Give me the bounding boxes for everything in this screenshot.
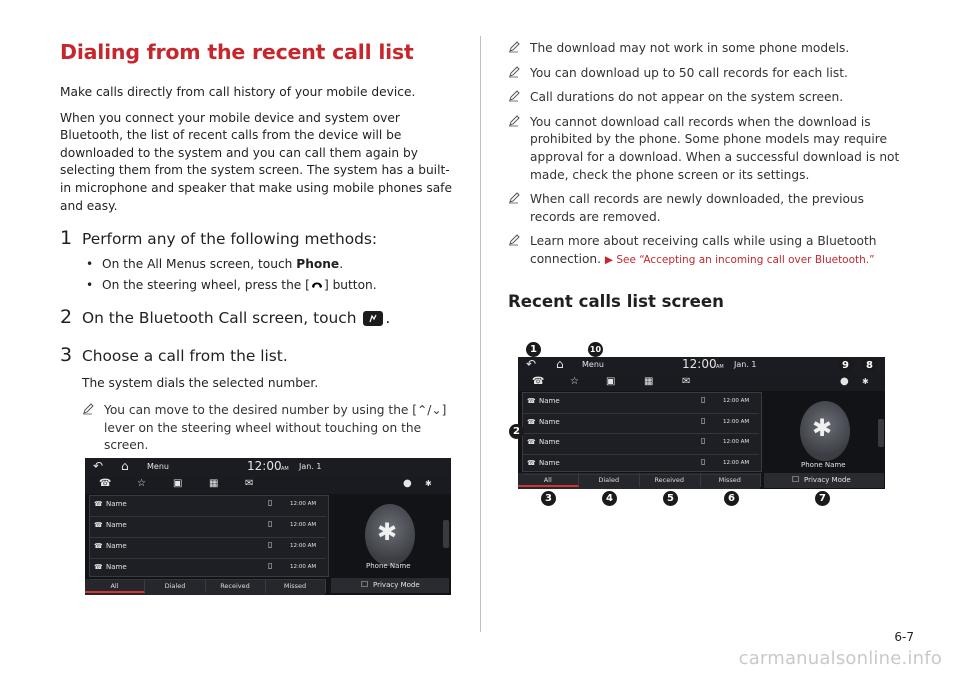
chevron-up-icon: ⌃ [417,403,428,418]
privacy-mode-label: Privacy Mode [804,476,851,484]
phone-device-icon: ▯ [268,561,273,570]
recent-calls-icon [363,311,383,326]
callout-8: 8 [862,358,877,373]
favorites-icon[interactable]: ☆ [570,376,579,387]
notes-list [508,40,900,226]
keypad-icon[interactable]: ▦ [209,478,219,489]
call-time: 12:00 AM [723,398,750,404]
call-type-icon: ☎ [94,521,103,529]
step-1 [60,227,460,249]
clock-ampm: AM [716,364,724,370]
call-time: 12:00 AM [290,543,317,549]
call-list-row[interactable] [523,414,759,435]
contacts-icon[interactable]: ▣ [173,478,183,489]
call-list-row[interactable] [90,559,326,580]
privacy-mode-toggle[interactable] [764,473,884,488]
phone-name: Phone Name [366,562,411,570]
note-pen-icon [508,89,530,107]
callout-9: 9 [838,358,853,373]
note-text: Call durations do not appear on the system screen. [530,90,844,105]
callout-10: 10 [588,342,603,357]
right-column [508,40,900,311]
contact-name: Name [106,500,127,508]
screen-toolbar [518,374,885,391]
microphone-icon[interactable]: ● [403,478,412,489]
contact-name: Name [539,417,560,426]
call-list-row[interactable] [90,538,326,559]
note: Learn more about receiving calls while using a Bluetooth connection. ▶ See “Accepting an incoming call over Bluetooth.” [508,233,900,269]
call-time: 12:00 AM [290,522,317,528]
page-number: 6-7 [894,630,914,644]
phone-name: Phone Name [801,461,846,469]
call-type-icon: ☎ [527,458,536,467]
note [508,191,900,226]
step-3 [60,344,460,366]
step-number: 2 [60,306,73,329]
microphone-icon[interactable]: ● [840,376,849,387]
step-number: 3 [60,344,73,367]
call-time: 12:00 AM [723,439,750,445]
see-reference-link[interactable]: ▶ See “Accepting an incoming call over Bluetooth.” [604,253,875,266]
watermark: carmanualsonline.info [738,648,942,669]
callout-4: 4 [602,491,617,506]
method-item: • On the All Menus screen, touch Phone. [82,257,460,271]
note-pen-icon [508,65,530,83]
tab-received[interactable]: Received [205,579,266,593]
note-pen-icon [82,402,104,455]
note-text: When call records are newly downloaded, the previous records are removed. [530,192,864,224]
date: Jan. 1 [734,360,757,369]
contact-name: Name [106,542,127,550]
phone-device-icon: ▯ [701,456,706,466]
note: You can move to the desired number by using the [⌃/⌄] lever on the steering wheel without touching on the screen. [82,402,460,455]
call-list-row[interactable] [523,455,759,476]
step-text: Choose a call from the list. [82,347,288,366]
contact-name: Name [106,521,127,529]
call-time: 12:00 AM [723,459,750,466]
tab-missed[interactable]: Missed [700,473,762,487]
back-icon[interactable]: ↶ [526,357,537,371]
contact-name: Name [539,458,560,467]
call-type-icon: ☎ [94,500,103,508]
call-type-icon: ☎ [527,417,536,426]
call-type-icon: ☎ [527,397,536,405]
call-time: 12:00 AM [290,564,317,570]
bluetooth-icon: ✱ [377,518,398,546]
intro-paragraph-1: Make calls directly from call history of your mobile device. [60,85,416,99]
callout-3: 3 [541,491,556,506]
note [508,65,900,83]
phone-label: Phone [296,257,340,272]
back-icon[interactable]: ↶ [93,459,104,473]
note-pen-icon [508,191,530,226]
bluetooth-settings-icon[interactable]: ✱ [862,377,869,386]
note [508,40,900,58]
menu-button[interactable]: Menu [147,462,169,471]
tab-all[interactable]: All [85,579,145,593]
screen-top-bar [518,357,885,374]
chevron-down-icon: ⌄ [431,403,442,418]
tab-missed[interactable]: Missed [265,579,326,593]
contacts-icon[interactable]: ▣ [606,376,616,387]
phone-screen-right [518,357,885,489]
tab-dialed[interactable]: Dialed [579,473,641,487]
home-icon[interactable]: ⌂ [121,459,129,473]
left-column [60,40,460,455]
side-panel-handle[interactable] [443,520,449,548]
tab-dialed[interactable]: Dialed [145,579,206,593]
phone-device-icon: ▯ [268,519,273,528]
message-icon[interactable]: ✉ [245,478,254,489]
home-icon[interactable]: ⌂ [556,357,564,371]
phone-device-icon: ▯ [268,540,273,549]
clock: 12:00 [682,357,717,371]
callout-2: 2 [509,424,524,439]
tab-all[interactable]: All [518,473,579,487]
note-pen-icon [508,233,530,269]
checkbox-icon: ☐ [792,475,800,484]
side-panel-handle[interactable] [878,419,884,447]
note [508,89,900,107]
note-text: You cannot download call records when the download is prohibited by the phone. Some phone models may require approval for a download. When a successful download is not made, check the phone screen or its settings. [530,114,900,182]
note-text: You can download up to 50 call records for each list. [530,65,848,80]
page-title: Dialing from the recent call list [60,40,414,64]
contact-name: Name [539,397,560,405]
section-title: Recent calls list screen [508,291,724,311]
date: Jan. 1 [299,462,322,471]
note [508,114,900,184]
step-result: The system dials the selected number. [82,376,319,391]
note-pen-icon [508,114,530,184]
bluetooth-icon: ✱ [812,414,833,442]
screen-toolbar [85,476,451,494]
callout-6: 6 [724,491,739,506]
column-divider [480,36,481,632]
call-list-row[interactable] [523,393,759,414]
callout-7: 7 [815,491,830,506]
phone-device-icon: ▯ [268,498,273,507]
call-list-row[interactable] [523,434,759,455]
clock: 12:00 [247,459,282,473]
call-list-row[interactable] [90,496,326,517]
method-list [82,257,460,292]
step-2: 2 On the Bluetooth Call screen, touch . [60,306,391,329]
privacy-mode-label: Privacy Mode [373,581,420,589]
clock-ampm: AM [281,466,289,472]
privacy-mode-toggle[interactable] [331,578,449,593]
call-type-icon: ☎ [527,438,536,446]
call-type-icon: ☎ [94,563,103,571]
step-number: 1 [60,227,73,250]
call-time: 12:00 AM [723,418,750,425]
phone-device-icon: ▯ [701,395,706,404]
callout-1: 1 [526,342,541,357]
favorites-icon[interactable]: ☆ [137,478,146,489]
message-icon[interactable]: ✉ [682,376,691,387]
call-list-row[interactable] [90,517,326,538]
tab-received[interactable]: Received [639,473,701,487]
contact-name: Name [106,563,127,571]
call-time: 12:00 AM [290,501,317,507]
note-pen-icon [508,40,530,58]
screen-top-bar [85,458,451,476]
menu-button[interactable]: Menu [582,360,604,369]
checkbox-icon: ☐ [361,580,369,589]
bluetooth-settings-icon[interactable]: ✱ [425,479,432,488]
phone-device-icon: ▯ [701,415,706,425]
recent-calls-icon[interactable]: ☎ [99,478,112,489]
phone-screen-left [85,458,451,595]
contact-name: Name [539,438,560,446]
phone-device-icon: ▯ [701,436,706,445]
recent-calls-icon[interactable]: ☎ [532,376,545,387]
phone-call-icon [310,278,324,290]
keypad-icon[interactable]: ▦ [644,376,654,387]
callout-5: 5 [663,491,678,506]
call-type-icon: ☎ [94,542,103,550]
note-text: The download may not work in some phone models. [530,41,850,55]
method-item: • On the steering wheel, press the [ ] button. [82,278,460,292]
intro-paragraph-2: When you connect your mobile device and system over Bluetooth, the list of recent calls from the device will be downloaded to the system and you can call them again by selecting them from the system screen. The system has a built-in microphone and speaker that make using mobile phones safe and easy. [60,110,452,213]
step-text: Perform any of the following methods: [82,230,378,249]
